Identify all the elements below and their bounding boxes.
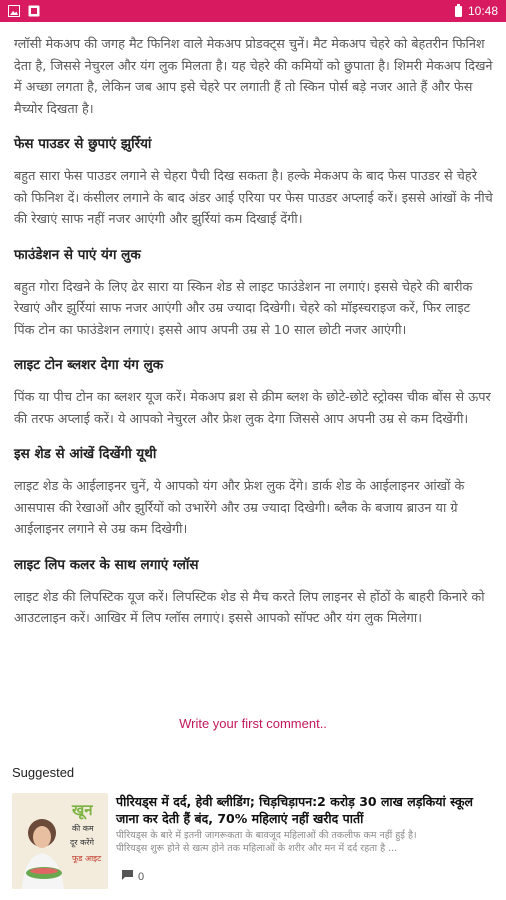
comment-count-meta[interactable] bbox=[122, 870, 144, 883]
write-comment-link[interactable]: Write your first comment.. bbox=[179, 716, 327, 731]
suggested-article-card[interactable] bbox=[12, 793, 500, 889]
article-paragraph: बहुत सारा फेस पाउडर लगाने से चेहरा पैची दिख सकता है। हल्के मेकअप के बाद फेस पाउडर से चेहरे को फिनिश दें। कंसीलर लगाने के बाद अंडर आई एरिया पर फेस पाउडर अप्लाई करें। इससे आंखों के नीचे की रेखाएं साफ नहीं नजर आएंगी और झुर्रियां कम दिखाई देंगी। bbox=[14, 169, 493, 227]
article-paragraph: बहुत गोरा दिखने के लिए ढेर सारा या स्किन शेड से लाइट फाउंडेशन ना लगाएं। इससे चेहरे की बारीक रेखाएं और झुर्रियां साफ नजर आएंगी और उम्र ज्यादा दिखेगी। चेहरे को मॉइस्चराइज करें, फिर लाइट पिंक टोन का फाउंडेशन लगाएं। इससे आप अपनी उम्र से 10 साल छोटी नजर आएंगी। bbox=[14, 279, 473, 338]
suggested-article-text bbox=[116, 793, 500, 855]
article-subheading: इस शेड से आंखें दिखेंगी यूथी bbox=[14, 446, 157, 462]
article-subheading: लाइट टोन ब्लशर देगा यंग लुक bbox=[14, 357, 164, 373]
article-subheading: फाउंडेशन से पाएं यंग लुक bbox=[14, 246, 141, 263]
article-paragraph: पिंक या पीच टोन का ब्लशर यूज करें। मेकअप ब्रश से क्रीम ब्लश के छोटे-छोटे स्ट्रोक्स चीक बोंस से ऊपर की तरफ अप्लाई करें। ये आपको नेचुरल और फ्रेश लुक देगा जिससे आप अपनी उम्र से कम दिखेंगी। bbox=[14, 390, 491, 427]
status-left bbox=[8, 5, 40, 17]
thumbnail-text: खून bbox=[72, 801, 93, 819]
article-paragraph: लाइट शेड के आईलाइनर चुनें, ये आपको यंग और फ्रेश लुक देंगे। डार्क शेड के आईलाइनर आंखों के आसपास की रेखाओं और झुर्रियों को उभारेंगे और उम्र ज्यादा दिखेगी। ब्लैक के बजाय ब्राउन या ग्रे आईलाइनर लगाने से उम्र कम दिखेगी। bbox=[14, 479, 465, 537]
thumbnail-text: की कम bbox=[72, 824, 94, 833]
article-subheading: फेस पाउडर से छुपाएं झुर्रियां bbox=[14, 136, 152, 152]
article-body bbox=[0, 22, 506, 644]
suggested-article-thumbnail[interactable] bbox=[12, 793, 108, 889]
article-paragraph: लाइट शेड की लिपस्टिक यूज करें। लिपस्टिक शेड से मैच करते लिप लाइनर से होंठों के बाहरी किनारे को आउटलाइन करें। आखिर में लिप ग्लॉस लगाएं। इससे आपको सॉफ्ट और यंग लुक मिलेगा। bbox=[14, 589, 485, 626]
status-time: 10:48 bbox=[467, 4, 498, 18]
comment-icon bbox=[122, 870, 133, 883]
thumbnail-text: दूर करेंगे bbox=[70, 838, 94, 847]
suggested-article-headline[interactable]: पीरियड्स में दर्द, हेवी ब्लीडिंग; चिड़चिड़ापन:2 करोड़ 30 लाख लड़कियां स्कूल जाना कर देती हैं बंद, 70% महिलाएं नहीं खरीद पातीं bbox=[116, 794, 474, 826]
status-bar bbox=[0, 0, 506, 22]
thumbnail-text: फूड आइट bbox=[72, 854, 102, 863]
status-right bbox=[455, 4, 498, 18]
app-notification-icon bbox=[28, 5, 40, 17]
summary-line: पीरियड्स के बारे में इतनी जागरूकता के बावजूद महिलाओं की तकलीफ कम नहीं हुई है। bbox=[116, 830, 417, 841]
comment-count: 0 bbox=[138, 870, 145, 883]
summary-line: पीरियड्स शुरू होने से खत्म होने तक महिलाओं के शरीर और मन में दर्द रहता है ... bbox=[116, 843, 398, 854]
suggested-article-summary bbox=[116, 829, 500, 855]
article-subheading: लाइट लिप कलर के साथ लगाएं ग्लॉस bbox=[14, 556, 199, 573]
suggested-heading: Suggested bbox=[12, 765, 75, 780]
image-icon bbox=[8, 5, 20, 17]
article-paragraph: ग्लॉसी मेकअप की जगह मैट फिनिश वाले मेकअप प्रोडक्ट्स चुनें। मैट मेकअप चेहरे को बेहतरीन फिनिश देता है, जिससे नेचुरल और यंग लुक मिलता है। यह चेहरे की कमियों को छुपाता है। शिमरी मेकअप दिखने में अच्छा लगता है, लेकिन जब आप इसे चेहरे पर लगाती हैं तो स्किन पोर्स बड़े नजर आते हैं और फेस मैच्योर दिखता है। bbox=[14, 37, 493, 117]
battery-icon bbox=[455, 6, 462, 17]
